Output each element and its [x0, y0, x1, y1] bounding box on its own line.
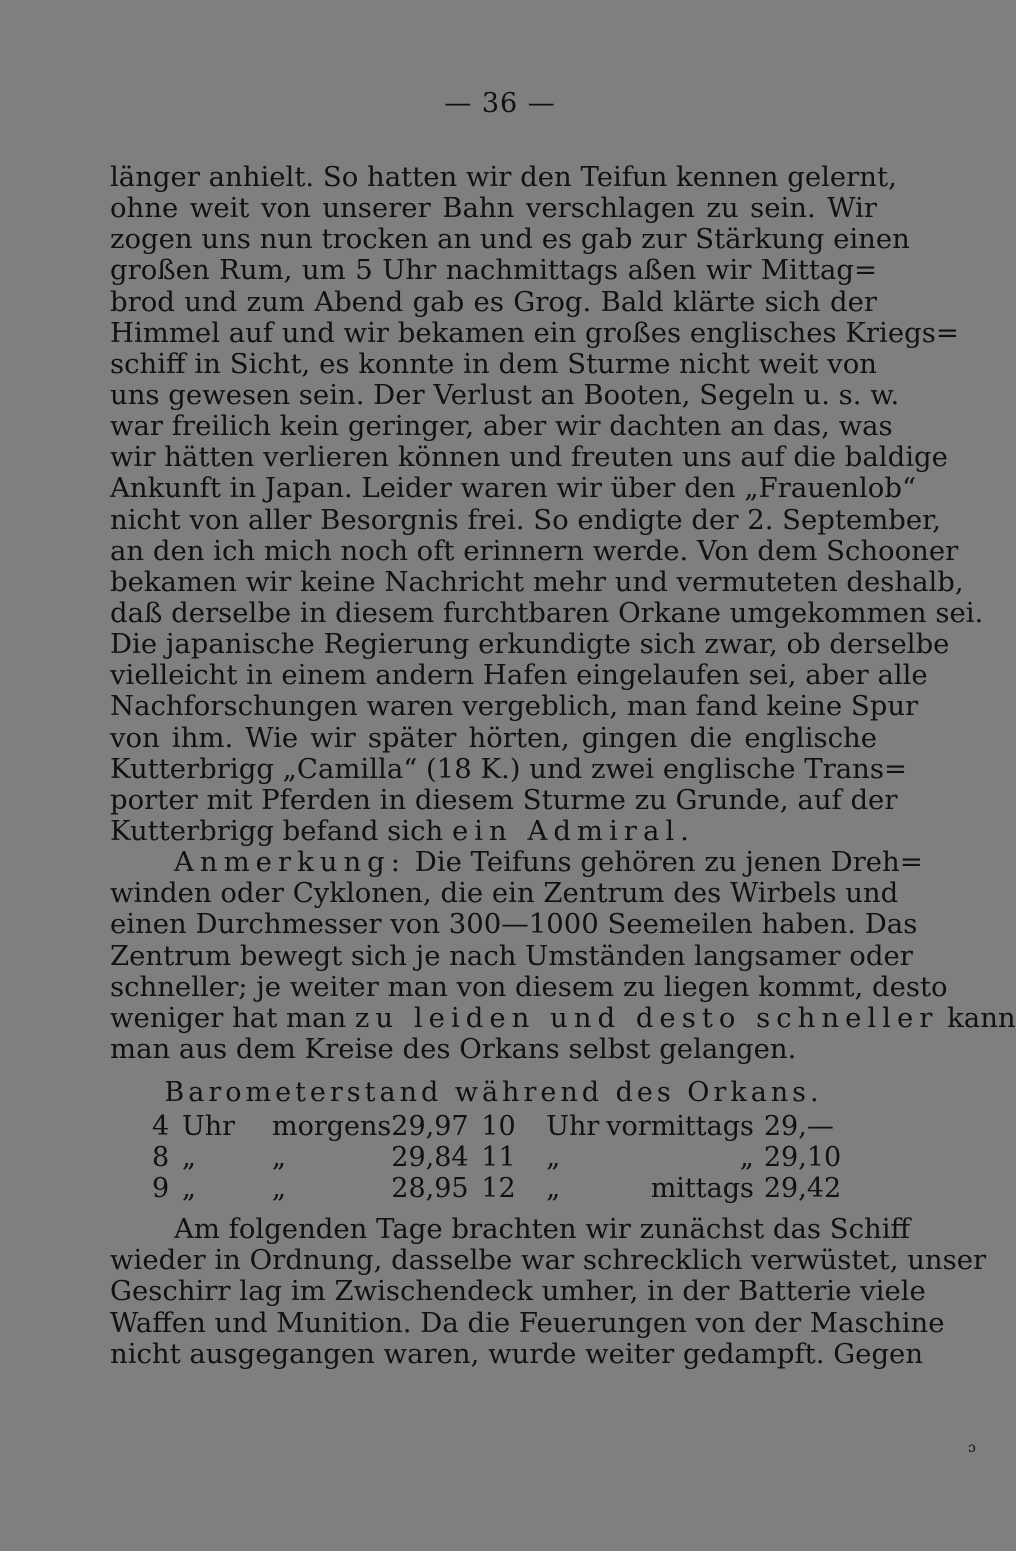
spacer [110, 1065, 877, 1075]
text-fragment: weniger hat man [110, 1001, 355, 1034]
table-cell: vormittags [606, 1111, 754, 1143]
barometer-table [152, 1111, 844, 1204]
text-line: großen Rum, um 5 Uhr nachmittags aßen wir Mittag= [110, 254, 877, 287]
paragraph-main [110, 161, 984, 847]
text-line: porter mit Pferden in diesem Sturme zu Grunde, auf der [110, 783, 898, 816]
text-line: bekamen wir keine Nachricht mehr und vermuteten deshalb, [110, 565, 964, 598]
table-cell: 29,42 [763, 1173, 842, 1205]
text-fragment: Kutterbrigg befand sich [110, 814, 452, 847]
text-line: zogen uns nun trocken an und es gab zur Stärkung einen [110, 223, 910, 256]
margin-mark: ɔ [968, 1440, 976, 1456]
text-line: Am folgenden Tage brachten wir zunächst das Schiff [174, 1213, 911, 1246]
text-fragment: Die Teifuns gehören zu jenen Dreh= [406, 846, 923, 879]
table-cell: „ [739, 1142, 754, 1174]
table-cell: „ [546, 1142, 561, 1174]
table-cell: 29,84 [391, 1142, 469, 1174]
table-cell: 9 [152, 1173, 170, 1205]
table-row [152, 1173, 844, 1204]
text-line: Waffen und Munition. Da die Feuerungen von der Maschine [110, 1306, 945, 1339]
table-cell: Uhr [546, 1111, 600, 1143]
text-line: Himmel auf und wir bekamen ein großes englisches Kriegs= [110, 316, 959, 349]
table-cell: 8 [152, 1142, 170, 1174]
text-line: schiff in Sicht, es konnte in dem Sturme nicht weit von [110, 347, 877, 380]
table-cell: 10 [481, 1111, 516, 1143]
table-cell: Uhr [182, 1111, 236, 1143]
table-cell: „ [272, 1142, 286, 1174]
text-line: daß derselbe in diesem furchtbaren Orkane umgekommen sei. [110, 596, 984, 629]
text-line: uns gewesen sein. Der Verlust an Booten, Segeln u. s. w. [110, 378, 900, 411]
text-line: Die japanische Regierung erkundigte sich zwar, ob derselbe [110, 628, 950, 661]
table-row [152, 1142, 844, 1173]
text-line: an den ich mich noch oft erinnern werde. Von dem Schooner [110, 534, 959, 567]
text-line: Geschirr lag im Zwischendeck umher, in der Batterie viele [110, 1275, 926, 1308]
spaced-text: zu leiden und desto schneller [354, 1001, 939, 1034]
text-line [110, 1001, 1016, 1034]
text-line: winden oder Cyklonen, die ein Zentrum des Wirbels und [110, 877, 899, 910]
text-line: Kutterbrigg „Camilla“ (18 K.) und zwei englische Trans= [110, 752, 908, 785]
table-cell: 29,97 [391, 1111, 469, 1143]
table-cell: morgens [272, 1111, 392, 1143]
text-line: ohne weit von unserer Bahn verschlagen zu sein. Wir [110, 192, 877, 225]
text-line [110, 816, 877, 847]
text-line: von ihm. Wie wir später hörten, gingen die englische [110, 721, 877, 754]
text-line: war freilich kein geringer, aber wir dachten an das, was [110, 410, 893, 443]
table-title: Barometerstand während des Orkans. [164, 1077, 823, 1109]
table-cell: „ [546, 1173, 561, 1205]
table-cell: „ [182, 1142, 196, 1174]
text-line: man aus dem Kreise des Orkans selbst gelangen. [110, 1032, 797, 1065]
text-line: länger anhielt. So hatten wir den Teifun kennen gelernt, [110, 161, 897, 193]
text-line [110, 846, 923, 879]
note-label: Anmerkung: [174, 846, 407, 879]
spaced-text: ein Admiral. [451, 814, 695, 847]
text-line: wir hätten verlieren können und freuten uns auf die baldige [110, 441, 948, 474]
table-cell: 11 [481, 1142, 516, 1174]
text-line: brod und zum Abend gab es Grog. Bald klärte sich der [110, 285, 877, 318]
table-cell: 29,10 [763, 1142, 842, 1174]
text-line: einen Durchmesser von 300—1000 Seemeilen haben. Das [110, 908, 918, 941]
table-cell: „ [182, 1173, 196, 1205]
text-line: schneller; je weiter man von diesem zu liegen kommt, desto [110, 970, 948, 1003]
table-cell: 12 [481, 1173, 516, 1205]
paragraph-next-day [110, 1213, 987, 1370]
text-fragment: kann [938, 1001, 1016, 1034]
table-cell: „ [272, 1173, 286, 1205]
text-line: vielleicht in einem andern Hafen eingelaufen sei, aber alle [110, 659, 928, 692]
text-line: Ankunft in Japan. Leider waren wir über den „Frauenlob“ [110, 472, 916, 505]
table-cell: mittags [650, 1173, 754, 1205]
text-block [110, 161, 1016, 1370]
text-line: nicht von aller Besorgnis frei. So endigte der 2. September, [110, 503, 942, 536]
table-cell: 29,— [763, 1111, 834, 1143]
table-row [152, 1111, 844, 1142]
text-line: Nachforschungen waren vergeblich, man fand keine Spur [110, 690, 919, 723]
page-number: — 36 — [444, 88, 556, 119]
text-line: Zentrum bewegt sich je nach Umständen langsamer oder [110, 939, 913, 972]
text-line: nicht ausgegangen waren, wurde weiter gedampft. Gegen [110, 1337, 924, 1370]
text-line: wieder in Ordnung, dasselbe war schrecklich verwüstet, unser [110, 1244, 987, 1277]
table-cell: 28,95 [391, 1173, 469, 1205]
note-paragraph [110, 846, 1016, 1065]
table-cell: 4 [152, 1111, 170, 1143]
